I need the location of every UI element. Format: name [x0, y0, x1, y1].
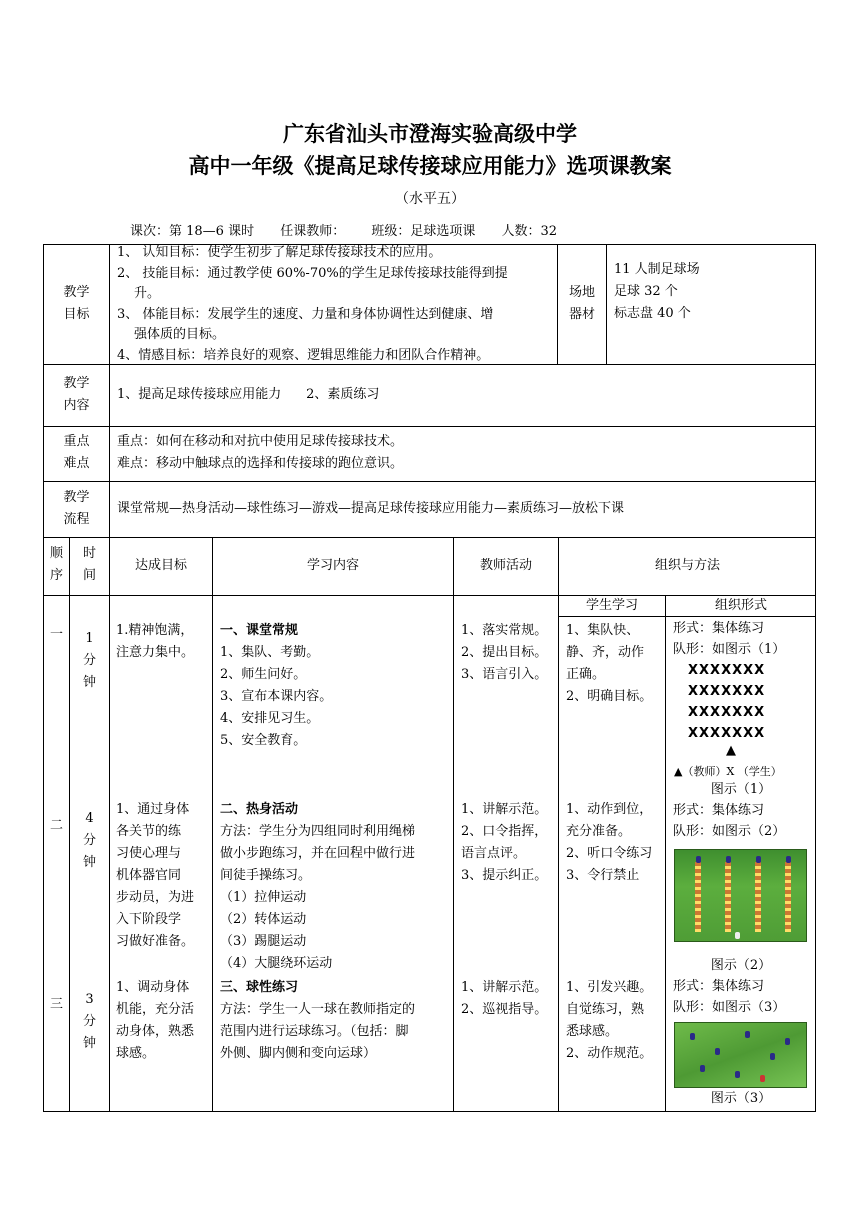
header-student-study: 学生学习	[585, 598, 638, 613]
row-divider	[43, 481, 816, 482]
section-3-time: 3 分 钟	[82, 992, 96, 1051]
figure-1-caption: 图示（1）	[710, 782, 772, 797]
school-title: 广东省汕头市澄海实验高级中学	[283, 121, 577, 146]
section-1-goal: 1.精神饱满， 注意力集中。	[116, 623, 195, 660]
section-3-order: 三	[49, 997, 63, 1012]
venue-label: 场地 器材	[568, 285, 595, 322]
ladder-drill-photo	[674, 849, 807, 942]
header-study: 学习内容	[306, 558, 359, 573]
column-divider	[453, 537, 454, 1112]
lesson-number: 课次：第 18—6 课时	[130, 224, 255, 239]
venue-divider	[606, 244, 607, 364]
column-divider	[212, 537, 213, 1112]
column-divider	[109, 537, 110, 1112]
flow-label: 教学 流程	[63, 490, 90, 527]
section-3-form: 形式：集体练习 队形：如图示（3）	[673, 979, 786, 1015]
header-order: 顺 序	[49, 546, 63, 583]
header-teacher: 教师活动	[479, 558, 532, 573]
class-field: 班级：足球选项课	[371, 224, 476, 239]
venue-equipment-list: 11 人制足球场 足球 32 个 标志盘 40 个	[614, 262, 700, 321]
keypoints-label: 重点 难点	[63, 434, 90, 471]
teacher-position-marker: ▲	[726, 743, 736, 758]
section-2-form: 形式：集体练习 队形：如图示（2）	[673, 803, 786, 839]
formation-legend: ▲（教师）X （学生）	[674, 765, 782, 778]
section-2-student: 1、动作到位， 充分准备。 2、听口令练习 3、令行禁止	[566, 802, 653, 883]
figure-2-caption: 图示（2）	[710, 958, 772, 973]
teaching-flow: 课堂常规—热身活动—球性练习—游戏—提高足球传接球应用能力—素质练习—放松下课	[117, 501, 625, 516]
teaching-content: 1、提高足球传接球应用能力 2、素质练习	[117, 387, 380, 402]
row-divider	[43, 537, 816, 538]
header-goal: 达成目标	[134, 558, 187, 573]
course-title: 高中一年级《提高足球传接球应用能力》选项课教案	[188, 153, 672, 178]
section-1-order: 一	[49, 627, 63, 642]
section-1-time: 1 分 钟	[82, 631, 96, 690]
column-divider	[665, 595, 666, 1112]
section-2-content: 二、热身活动 方法：学生分为四组同时利用绳梯 做小步跑练习，并在回程中做行进 间徒手操练习。 （1）拉伸运动 （2）转体运动 （3）踢腿运动 （4）大腿绕环运动	[220, 802, 416, 971]
section-1-form: 形式：集体练习 队形：如图示（1）	[673, 621, 786, 657]
header-time: 时 间	[82, 546, 96, 583]
dribbling-drill-photo	[674, 1022, 807, 1088]
section-1-teacher: 1、落实常规。 2、提出目标。 3、语言引入。	[461, 623, 548, 682]
section-2-order: 二	[49, 818, 63, 833]
teacher-field: 任课教师：	[280, 224, 346, 239]
subheader-divider	[558, 616, 816, 617]
goals-list: 1、 认知目标：使学生初步了解足球传接球技术的应用。 2、 技能目标：通过教学使 60%-70%的学生足球传接球技能得到提 升。 3、 体能目标：发展学生的速度、力量和身体协调性达到健康、增 强体质的目标。 4、情感目标：培养良好的观察、逻辑思维能力和团队合作精神。	[117, 245, 508, 363]
content-label: 教学 内容	[63, 376, 90, 413]
lesson-info	[130, 220, 579, 239]
section-2-time: 4 分 钟	[82, 811, 96, 870]
section-2-teacher: 1、讲解示范。 2、口令指挥， 语言点评。 3、提示纠正。	[461, 802, 548, 883]
column-divider	[558, 537, 559, 1112]
level-subtitle: （水平五）	[395, 191, 465, 207]
header-form: 组织形式	[714, 598, 767, 613]
figure-3-caption: 图示（3）	[710, 1091, 772, 1106]
keypoints-text: 重点：如何在移动和对抗中使用足球传接球技术。 难点：移动中触球点的选择和传接球的跑位意识。	[117, 434, 404, 471]
header-organization: 组织与方法	[654, 558, 720, 573]
formation-diagram-1: XXXXXXX XXXXXXX XXXXXXX XXXXXXX	[688, 663, 766, 741]
section-3-content: 三、球性练习 方法：学生一人一球在教师指定的 范围内进行运球练习。（包括：脚 外侧、脚内侧和变向运球）	[220, 980, 416, 1061]
section-2-goal: 1、通过身体 各关节的练 习使心理与 机体器官同 步动员，为进 入下阶段学 习做好准备。	[116, 802, 195, 949]
section-3-goal: 1、调动身体 机能，充分活 动身体，熟悉 球感。	[116, 980, 195, 1061]
goals-label: 教学 目标	[63, 285, 90, 322]
student-count: 人数：32	[501, 224, 558, 239]
section-3-teacher: 1、讲解示范。 2、巡视指导。	[461, 980, 548, 1017]
section-1-student: 1、集队快、 静、齐，动作 正确。 2、明确目标。	[566, 623, 653, 704]
section-1-content: 一、课堂常规 1、集队、考勤。 2、师生问好。 3、宣布本课内容。 4、安排见习生。 5、安全教育。	[220, 623, 333, 748]
row-divider	[43, 426, 816, 427]
section-3-student: 1、引发兴趣。 自觉练习，熟 悉球感。 2、动作规范。	[566, 980, 653, 1061]
